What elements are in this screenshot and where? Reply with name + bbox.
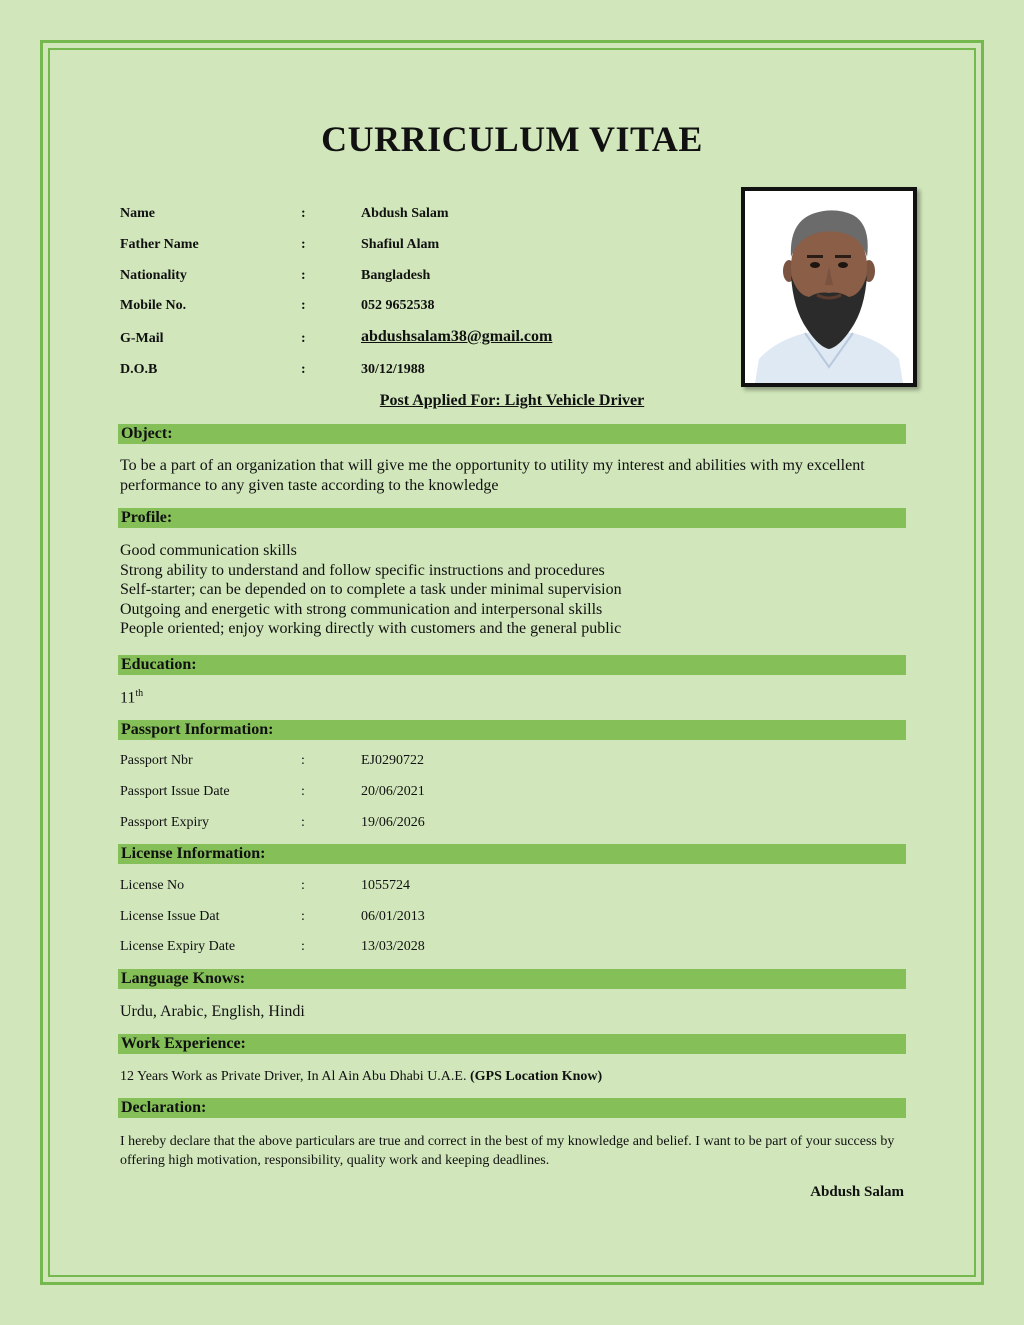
field-separator: :	[301, 909, 305, 924]
section-heading-education: Education:	[118, 655, 906, 675]
education-suffix: th	[135, 688, 144, 699]
info-separator: :	[301, 237, 306, 252]
list-item: Good communication skills	[120, 542, 297, 559]
info-row-nationality	[120, 268, 680, 290]
info-value: Bangladesh	[361, 268, 431, 283]
info-separator: :	[301, 331, 306, 346]
passport-row-issue-date	[120, 784, 620, 804]
field-separator: :	[301, 939, 305, 954]
field-label: License Issue Dat	[120, 909, 220, 924]
field-separator: :	[301, 878, 305, 893]
license-row-issue-date	[120, 909, 620, 929]
list-item: People oriented; enjoy working directly with customers and the general public	[120, 620, 622, 637]
section-heading-work: Work Experience:	[118, 1034, 906, 1054]
person-portrait-icon	[745, 191, 913, 383]
info-separator: :	[301, 362, 306, 377]
info-label: D.O.B	[120, 362, 158, 377]
profile-list	[120, 541, 910, 639]
info-value: 30/12/1988	[361, 362, 425, 377]
info-label: Father Name	[120, 237, 199, 252]
section-heading-language: Language Knows:	[118, 969, 906, 989]
field-value: 19/06/2026	[361, 815, 425, 830]
objective-text: To be a part of an organization that will give me the opportunity to utility my interest and abilities with my excellent performance to any given taste according to the knowledge	[120, 457, 865, 494]
passport-row-number	[120, 753, 620, 773]
field-separator: :	[301, 784, 305, 799]
info-row-mobile	[120, 298, 680, 320]
section-heading-declaration: Declaration:	[118, 1098, 906, 1118]
info-value: 052 9652538	[361, 298, 435, 313]
info-label: Nationality	[120, 268, 187, 283]
field-label: Passport Expiry	[120, 815, 210, 830]
field-value: 13/03/2028	[361, 939, 425, 954]
info-row-father-name	[120, 237, 680, 259]
profile-photo	[741, 187, 917, 387]
info-label: Name	[120, 206, 155, 221]
list-item: Strong ability to understand and follow specific instructions and procedures	[120, 561, 605, 579]
work-description: 12 Years Work as Private Driver, In Al Ain Abu Dhabi U.A.E.	[120, 1069, 467, 1084]
language-text: Urdu, Arabic, English, Hindi	[120, 1003, 305, 1020]
work-experience-text	[120, 1067, 910, 1086]
info-separator: :	[301, 298, 306, 313]
info-label: G-Mail	[120, 331, 164, 346]
passport-row-expiry	[120, 815, 620, 835]
field-label: Passport Issue Date	[120, 784, 230, 799]
work-note: (GPS Location Know)	[469, 1069, 603, 1084]
field-label: License No	[120, 878, 185, 893]
info-separator: :	[301, 268, 306, 283]
education-value	[120, 688, 143, 707]
field-separator: :	[301, 815, 305, 830]
list-item: Outgoing and energetic with strong communication and interpersonal skills	[120, 600, 603, 618]
field-value: 1055724	[361, 878, 410, 893]
post-applied-for: Post Applied For: Light Vehicle Driver	[379, 392, 645, 409]
info-row-gmail	[120, 328, 680, 353]
section-heading-passport: Passport Information:	[118, 720, 906, 740]
field-value: 20/06/2021	[361, 784, 425, 799]
education-grade: 11	[120, 689, 136, 707]
field-label: License Expiry Date	[120, 939, 236, 954]
info-row-name	[120, 206, 680, 228]
field-value: 06/01/2013	[361, 909, 425, 924]
document-title: CURRICULUM VITAE	[321, 119, 703, 159]
field-label: Passport Nbr	[120, 753, 193, 768]
info-row-dob	[120, 362, 680, 384]
field-separator: :	[301, 753, 305, 768]
section-heading-profile: Profile:	[118, 508, 906, 528]
section-heading-license: License Information:	[118, 844, 906, 864]
declaration-text: I hereby declare that the above particulars are true and correct in the best of my knowledge and belief. I want to be part of your success by offering high motivation, responsibility, quality work and keeping deadlines.	[120, 1134, 895, 1168]
info-value: Shafiul Alam	[361, 237, 440, 252]
list-item: Self-starter; can be depended on to complete a task under minimal supervision	[120, 581, 622, 598]
section-heading-object: Object:	[118, 424, 906, 444]
license-row-expiry-date	[120, 939, 620, 959]
info-value: Abdush Salam	[361, 206, 449, 221]
signature-name: Abdush Salam	[810, 1184, 904, 1200]
field-value: EJ0290722	[361, 753, 424, 768]
info-label: Mobile No.	[120, 298, 187, 313]
email-link[interactable]: abdushsalam38@gmail.com	[361, 328, 553, 345]
license-row-number	[120, 878, 620, 898]
info-separator: :	[301, 206, 306, 221]
